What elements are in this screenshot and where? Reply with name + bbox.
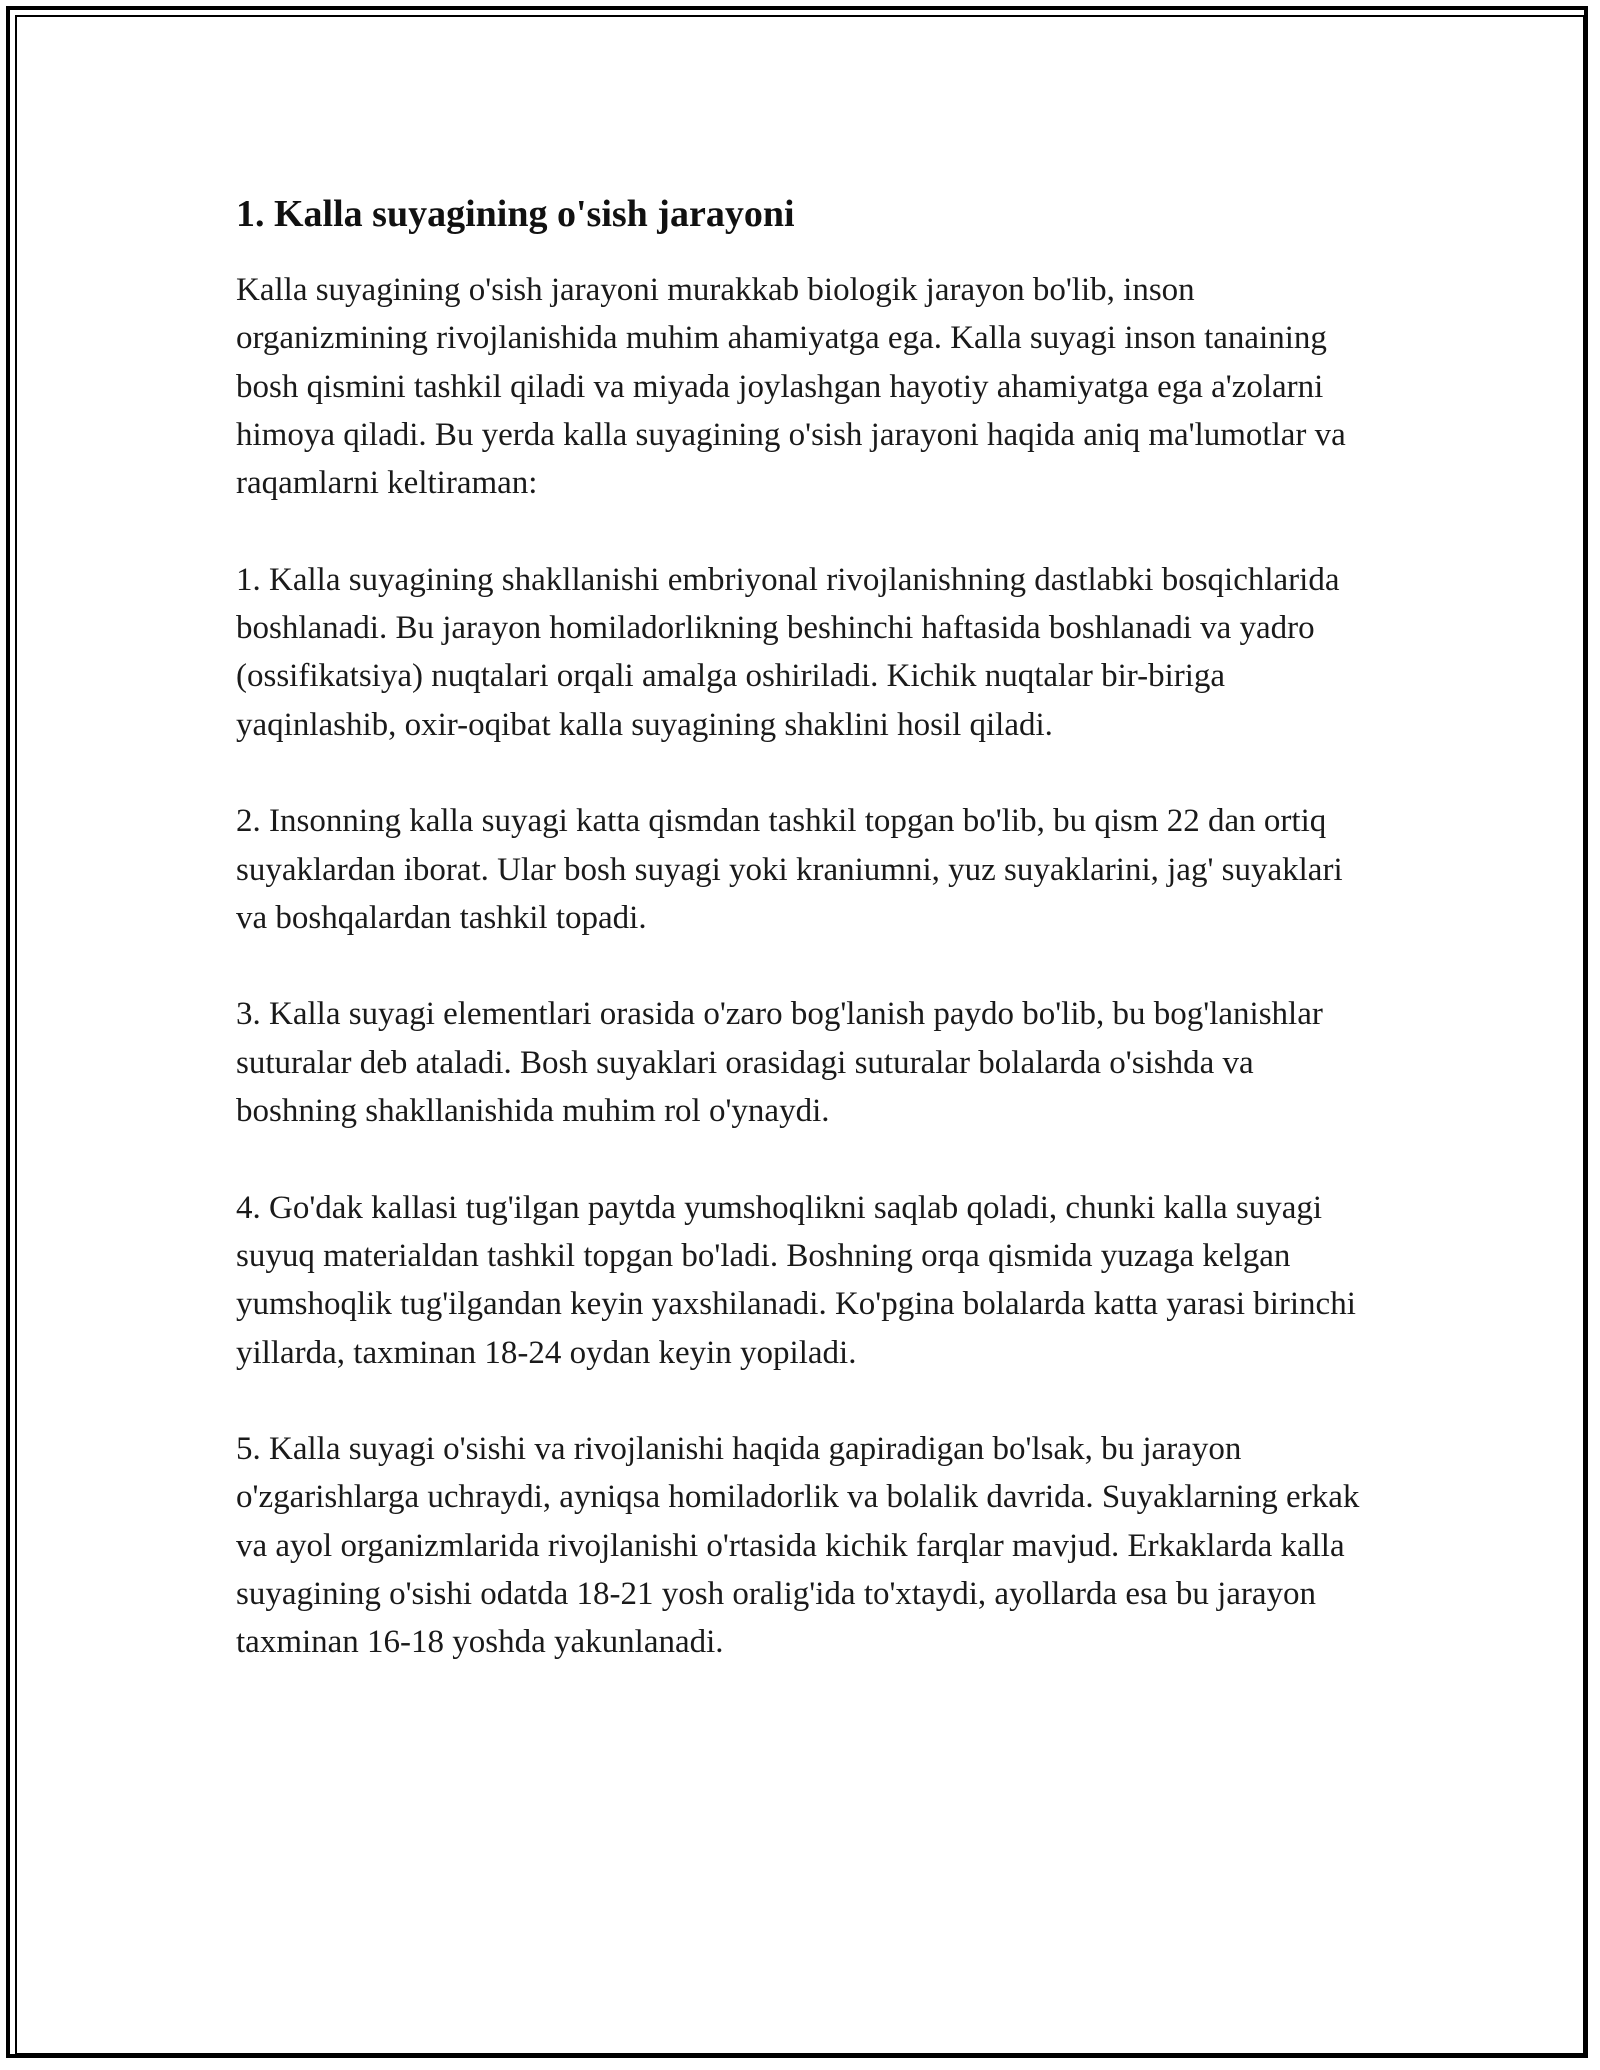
list-item-5: 5. Kalla suyagi o'sishi va rivojlanishi haqida gapiradigan bo'lsak, bu jarayon o'zgarishlarga uchraydi, ayniqsa homiladorlik va bolalik davrida. Suyaklarning erkak va ayol organizmlarida rivojlanishi o'rtasida kichik farqlar mavjud. Erkaklarda kalla suyagining o'sishi odatda 18-21 yosh oralig'ida to'xtaydi, ayollarda esa bu jarayon taxminan 16-18 yoshda yakunlanadi. (236, 1431, 1360, 1661)
section-title: 1. Kalla suyagining o'sish jarayoni (236, 193, 795, 235)
list-item-1: 1. Kalla suyagining shakllanishi embriyonal rivojlanishning dastlabki bosqichlarida boshlanadi. Bu jarayon homiladorlikning beshinchi haftasida boshlanadi va yadro (ossifikatsiya) nuqtalari orqali amalga oshiriladi. Kichik nuqtalar bir-biriga yaqinlashib, oxir-oqibat kalla suyagining shaklini hosil qiladi. (236, 561, 1340, 743)
list-item-4: 4. Go'dak kallasi tug'ilgan paytda yumshoqlikni saqlab qoladi, chunki kalla suyagi suyuq materialdan tashkil topgan bo'ladi. Boshning orqa qismida yuzaga kelgan yumshoqlik tug'ilgandan keyin yaxshilanadi. Ko'pgina bolalarda katta yarasi birinchi yillarda, taxminan 18-24 oydan keyin yopiladi. (236, 1189, 1356, 1371)
document-body (236, 190, 1376, 1715)
list-item-2: 2. Insonning kalla suyagi katta qismdan tashkil topgan bo'lib, bu qism 22 dan ortiq suyaklardan iborat. Ular bosh suyagi yoki kraniumni, yuz suyaklarini, jag' suyaklari va boshqalardan tashkil topadi. (236, 803, 1343, 936)
intro-paragraph: Kalla suyagining o'sish jarayoni murakkab biologik jarayon bo'lib, inson organizmining rivojlanishida muhim ahamiyatga ega. Kalla suyagi inson tanaining bosh qismini tashkil qiladi va miyada joylashgan hayotiy ahamiyatga ega a'zolarni himoya qiladi. Bu yerda kalla suyagining o'sish jarayoni haqida aniq ma'lumotlar va raqamlarni keltiraman: (236, 272, 1346, 502)
list-item-3: 3. Kalla suyagi elementlari orasida o'zaro bog'lanish paydo bo'lib, bu bog'lanishlar suturalar deb ataladi. Bosh suyaklari orasidagi suturalar bolalarda o'sishda va boshning shakllanishida muhim rol o'ynaydi. (236, 996, 1323, 1130)
